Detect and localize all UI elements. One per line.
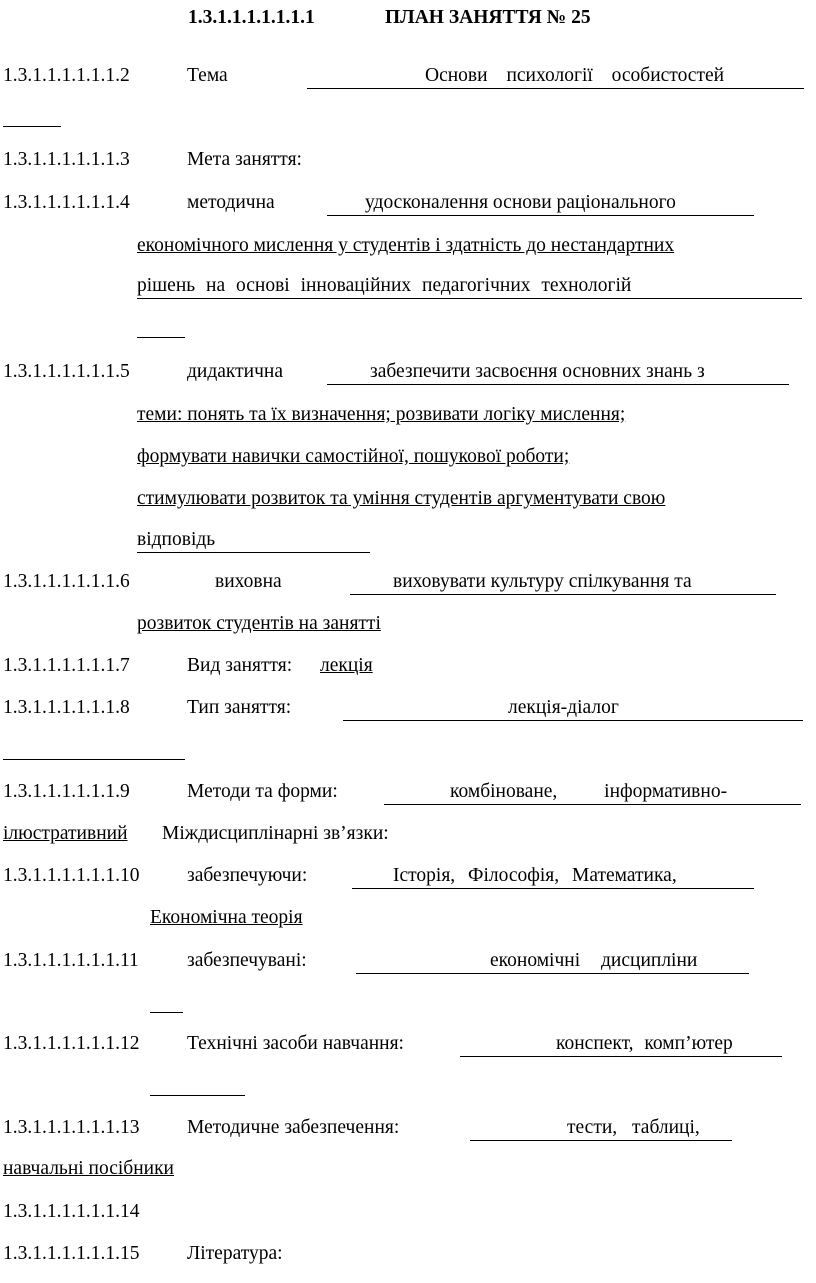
item-number: 1.3.1.1.1.1.1.1.15 bbox=[3, 1243, 140, 1264]
page-title: ПЛАН ЗАНЯТТЯ № 25 bbox=[385, 7, 591, 28]
upbringing-label: виховна bbox=[215, 571, 282, 592]
item-number: 1.3.1.1.1.1.1.1.11 bbox=[3, 950, 139, 971]
item-number: 1.3.1.1.1.1.1.1.7 bbox=[3, 655, 130, 676]
methodical-line-2: економічного мислення у студентів і здатність до нестандартних bbox=[137, 235, 675, 256]
methodical-line-1: удосконалення основи раціонального bbox=[365, 192, 676, 213]
literature-label: Література: bbox=[187, 1243, 283, 1264]
item-number: 1.3.1.1.1.1.1.1.14 bbox=[3, 1201, 140, 1222]
didactic-label: дидактична bbox=[187, 361, 284, 382]
methodical-label: методична bbox=[187, 192, 275, 213]
providing-line-2: Економічна теорія bbox=[150, 907, 303, 928]
didactic-line-3: формувати навички самостійної, пошукової роботи; bbox=[137, 446, 570, 467]
didactic-line-2: теми: понять та їх визначення; розвивати логіку мислення; bbox=[137, 404, 626, 425]
item-number: 1.3.1.1.1.1.1.1.9 bbox=[3, 781, 130, 802]
tech-label: Технічні засоби навчання: bbox=[187, 1033, 404, 1054]
method-support-line-1: тести, таблиці, bbox=[567, 1117, 700, 1138]
lesson-type-label: Тип заняття: bbox=[187, 697, 292, 718]
upbringing-line-1: виховувати культуру спілкування та bbox=[393, 571, 692, 592]
lesson-kind-value: лекція bbox=[320, 655, 373, 676]
method-support-label: Методичне забезпечення: bbox=[187, 1117, 400, 1138]
item-number: 1.3.1.1.1.1.1.1.4 bbox=[3, 192, 130, 213]
provided-value: економічні дисципліни bbox=[490, 950, 698, 971]
provided-label: забезпечувані: bbox=[187, 950, 307, 971]
lesson-type-underline-tail bbox=[3, 737, 185, 760]
item-number: 1.3.1.1.1.1.1.1.5 bbox=[3, 361, 130, 382]
item-number: 1.3.1.1.1.1.1.1.3 bbox=[3, 149, 130, 170]
goal-label: Мета заняття: bbox=[187, 149, 302, 170]
didactic-line-5: відповідь bbox=[137, 529, 216, 550]
item-number: 1.3.1.1.1.1.1.1.10 bbox=[3, 865, 140, 886]
lesson-type-value: лекція-діалог bbox=[508, 697, 619, 718]
didactic-line-1: забезпечити засвоєння основних знань з bbox=[370, 361, 705, 382]
method-support-line-2: навчальні посібники bbox=[3, 1158, 174, 1179]
topic-value: Основи психології особистостей bbox=[425, 65, 725, 86]
upbringing-line-2: розвиток студентів на занятті bbox=[137, 613, 381, 634]
lesson-kind-label: Вид заняття: bbox=[187, 655, 293, 676]
providing-label: забезпечуючи: bbox=[187, 865, 308, 886]
tech-value: конспект, комп’ютер bbox=[556, 1033, 733, 1054]
methodical-line-3: рішень на основі інноваційних педагогічних технологій bbox=[137, 275, 632, 296]
methods-line-2: ілюстративний bbox=[3, 823, 128, 844]
item-number: 1.3.1.1.1.1.1.1.8 bbox=[3, 697, 130, 718]
methods-line-1: комбіноване, інформативно- bbox=[450, 781, 728, 802]
methodical-underline-tail bbox=[137, 315, 185, 338]
item-number: 1.3.1.1.1.1.1.1.6 bbox=[3, 571, 130, 592]
provided-underline-tail bbox=[150, 990, 183, 1013]
topic-label: Тема bbox=[187, 65, 228, 86]
interdisciplinary-label: Міждисциплінарні зв’язки: bbox=[162, 823, 389, 844]
item-number: 1.3.1.1.1.1.1.1.13 bbox=[3, 1117, 140, 1138]
didactic-line-4: стимулювати розвиток та уміння студентів аргументувати свою bbox=[137, 488, 666, 509]
header-number: 1.3.1.1.1.1.1.1.1 bbox=[188, 7, 315, 28]
item-number: 1.3.1.1.1.1.1.1.2 bbox=[3, 65, 130, 86]
providing-line-1: Історія, Філософія, Математика, bbox=[393, 865, 677, 886]
topic-underline-tail bbox=[3, 104, 61, 127]
item-number: 1.3.1.1.1.1.1.1.12 bbox=[3, 1033, 140, 1054]
methods-label: Методи та форми: bbox=[187, 781, 338, 802]
tech-underline-tail bbox=[150, 1073, 245, 1096]
